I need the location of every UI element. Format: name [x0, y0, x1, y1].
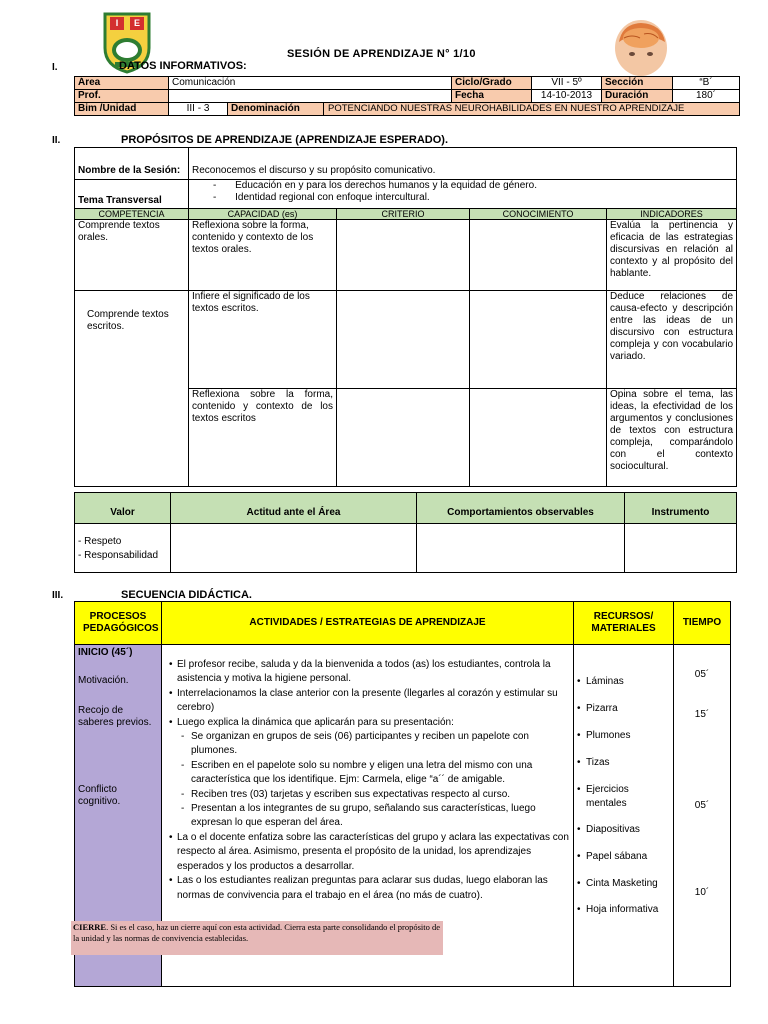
bullet-icon: • [577, 730, 581, 741]
header-procesos: PROCESOS PEDAGÓGICOS [75, 602, 162, 645]
activity-item [165, 716, 570, 730]
conocimiento-cell [470, 389, 607, 487]
value-item: - Respeto [78, 536, 122, 547]
recurso-item [577, 877, 670, 891]
bullet-icon: • [577, 676, 581, 687]
instrumento-cell [625, 524, 737, 573]
activity-item [165, 874, 570, 903]
recurso-item [577, 823, 670, 837]
activity-item [165, 687, 570, 716]
seccion-value: “B´ [673, 77, 740, 90]
activity-text: Se organizan en grupos de seis (06) participantes y reciben un papelote con plumones. [191, 731, 529, 757]
activity-text: Presentan a los integrantes de su grupo, señalando sus características, luego expresan lo que esperan del área. [191, 803, 536, 829]
criterio-cell [337, 291, 470, 389]
recurso-label: Cinta Masketing [586, 878, 658, 889]
recurso-label: Láminas [586, 676, 624, 687]
bullet-icon: • [169, 659, 173, 670]
header-indicadores: INDICADORES [607, 209, 737, 220]
tiempo-cell [674, 645, 731, 987]
actitud-cell [171, 524, 417, 573]
header-conocimiento: CONOCIMIENTO [470, 209, 607, 220]
activity-item [165, 788, 570, 802]
activity-text: La o el docente enfatiza sobre las características del grupo y aclara las expectativas con respecto al área. Asimismo, presenta el propósito de la unidad, los aprendizajes esperados y los productos a desarrollar. [177, 831, 569, 872]
logo-letter-i: I [115, 18, 119, 28]
page-title: SESIÓN DE APRENDIZAJE N° 1/10 [287, 48, 476, 60]
capacidad-cell: Reflexiona sobre la forma, contenido y contexto de los textos escritos [189, 389, 337, 487]
capacidad-cell: Reflexiona sobre la forma, contenido y contexto de los textos orales. [189, 220, 337, 291]
activity-text: Las o los estudiantes realizan preguntas para aclarar sus dudas, luego elaboran las normas de convivencia para el trabajo en el área (no más de cuatro). [177, 875, 548, 901]
recurso-item [577, 675, 670, 689]
bullet-icon: • [169, 831, 173, 843]
denominacion-cell [228, 103, 740, 116]
section3-number: III. [52, 590, 64, 601]
ciclo-label: Ciclo/Grado [452, 77, 532, 90]
header-capacidad: CAPACIDAD (es) [189, 209, 337, 220]
denominacion-label: Denominación [228, 103, 324, 115]
tiempo-item: 15´ [694, 709, 710, 720]
recurso-item [577, 729, 670, 743]
header-recursos: RECURSOS/ MATERIALES [574, 602, 674, 645]
dash-icon: - [181, 759, 185, 771]
recurso-item [577, 903, 670, 917]
seccion-label: Sección [602, 77, 673, 90]
bullet-icon: • [577, 851, 581, 862]
tema-label: Tema Transversal [75, 180, 189, 209]
competencia-cell: Comprende textos orales. [75, 220, 189, 291]
recurso-item [577, 702, 670, 716]
activity-text: Escriben en el papelote solo su nombre y eligen una letra del mismo con una característica que los identifique. Ejm: Carmela, elige “a´´ de amigable. [191, 759, 533, 786]
recurso-label: Hoja informativa [586, 904, 659, 915]
activity-text: El profesor recibe, saluda y da la bienvenida a todos (as) los estudiantes, controla la asistencia y motiva la higiene personal. [177, 659, 551, 685]
bullet-icon: • [577, 784, 581, 795]
brain-illustration [610, 18, 672, 78]
recurso-label: Ejercicios mentales [586, 784, 629, 809]
recursos-cell [574, 645, 674, 987]
tema-item: - Identidad regional con enfoque intercultural. [213, 192, 430, 203]
recurso-item [577, 756, 670, 770]
competencia-cell: Comprende textos escritos. [75, 291, 189, 487]
recurso-item [577, 850, 670, 864]
values-cell [75, 524, 171, 573]
activity-item [165, 759, 570, 788]
section2-title: PROPÓSITOS DE APRENDIZAJE (APRENDIZAJE ESPERADO). [121, 134, 448, 146]
bullet-icon: • [577, 904, 581, 915]
duracion-label: Duración [602, 90, 673, 103]
section1-number: I. [52, 62, 58, 73]
bim-value: III - 3 [169, 103, 228, 116]
bullet-icon: • [169, 716, 173, 728]
bullet-icon: • [577, 703, 581, 714]
activity-item [165, 658, 570, 687]
tiempo-item: 10´ [694, 887, 710, 898]
recursos-list [577, 675, 670, 917]
duracion-value: 180´ [673, 90, 740, 103]
header-valor: Valor [75, 493, 171, 524]
section2-number: II. [52, 135, 61, 146]
fecha-value: 14-10-2013 [532, 90, 602, 103]
header-competencia: COMPETENCIA [75, 209, 189, 220]
criterio-cell [337, 220, 470, 291]
prof-value [169, 90, 452, 103]
recurso-label: Tizas [586, 757, 610, 768]
capacidad-cell: Infiere el significado de los textos escritos. [189, 291, 337, 389]
activity-list [165, 658, 570, 903]
brain-head-icon [610, 18, 672, 78]
prof-label: Prof. [75, 90, 169, 103]
tiempo-item: 05´ [694, 800, 710, 811]
info-table [74, 76, 740, 116]
bullet-icon: • [169, 687, 173, 699]
ciclo-value: VII - 5º [532, 77, 602, 90]
activity-item [165, 831, 570, 874]
recurso-label: Plumones [586, 730, 631, 741]
conocimiento-cell [470, 291, 607, 389]
activity-text: Luego explica la dinámica que aplicarán para su presentación: [177, 716, 454, 728]
proceso-item: Conflicto cognitivo. [78, 784, 121, 807]
activity-text: Reciben tres (03) tarjetas y escriben sus expectativas respecto al curso. [191, 788, 511, 800]
dash-icon: - [181, 803, 185, 815]
indicador-cell: Evalúa la pertinencia y eficacia de las estrategias discursivas en relación al contexto y al propósito del hablante. [607, 220, 737, 291]
tema-item: - Educación en y para los derechos humanos y la equidad de género. [213, 180, 537, 191]
bullet-icon: • [577, 878, 581, 889]
header-instrumento: Instrumento [625, 493, 737, 524]
fecha-label: Fecha [452, 90, 532, 103]
activity-item [165, 802, 570, 831]
session-name-value: Reconocemos el discurso y su propósito comunicativo. [189, 148, 737, 180]
header-actitud: Actitud ante el Área [171, 493, 417, 524]
area-label: Área [75, 77, 169, 90]
bim-label: Bim /Unidad [75, 103, 169, 116]
recurso-label: Pizarra [586, 703, 618, 714]
conocimiento-cell [470, 220, 607, 291]
bullet-icon: • [577, 824, 581, 835]
area-value: Comunicación [169, 77, 452, 90]
recurso-item [577, 783, 670, 811]
dash-icon: - [181, 788, 185, 800]
purposes-table [74, 147, 737, 487]
denominacion-value: POTENCIANDO NUESTRAS NEUROHABILIDADES EN NUESTRO APRENDIZAJE [328, 103, 685, 114]
activity-text: Interrelacionamos la clase anterior con la presente (llegarles al corazón y estimular su cerebro) [177, 687, 558, 714]
section1-title: DATOS INFORMATIVOS: [119, 60, 247, 72]
cierre-note [71, 921, 443, 955]
criterio-cell [337, 389, 470, 487]
indicador-cell: Deduce relaciones de causa-efecto y descripción entre las ideas de un discursivo con estructura compleja y con vocabulario variado. [607, 291, 737, 389]
session-name-label: Nombre de la Sesión: [75, 148, 189, 180]
cierre-text: . Si es el caso, haz un cierre aquí con esta actividad. Cierra esta parte consolidando el propósito de la unidad y las normas de convivencia establecidas. [73, 922, 441, 943]
section3-title: SECUENCIA DIDÁCTICA. [121, 589, 252, 601]
proceso-item: Recojo de saberes previos. [78, 705, 152, 728]
proceso-item: Motivación. [78, 675, 129, 686]
values-table [74, 492, 737, 573]
logo-letter-e: E [133, 18, 140, 28]
bullet-icon: • [169, 875, 173, 887]
header-tiempo: TIEMPO [674, 602, 731, 645]
recurso-label: Papel sábana [586, 851, 648, 862]
activity-item [165, 730, 570, 759]
bullet-icon: • [577, 757, 581, 768]
header-criterio: CRITERIO [337, 209, 470, 220]
cierre-label: CIERRE [73, 922, 107, 932]
header-comportamientos: Comportamientos observables [417, 493, 625, 524]
recurso-label: Diapositivas [586, 824, 640, 835]
dash-icon: - [181, 731, 185, 743]
tema-items [189, 180, 737, 209]
header-actividades: ACTIVIDADES / ESTRATEGIAS DE APRENDIZAJE [162, 602, 574, 645]
comportamientos-cell [417, 524, 625, 573]
inicio-label: INICIO (45´) [78, 647, 133, 658]
value-item: - Responsabilidad [78, 550, 159, 561]
indicador-cell: Opina sobre el tema, las ideas, la efectividad de los argumentos y conclusiones de textos con estructura compleja, comparándolo con el contexto sociocultural. [607, 389, 737, 487]
tiempo-item: 05´ [694, 669, 710, 680]
